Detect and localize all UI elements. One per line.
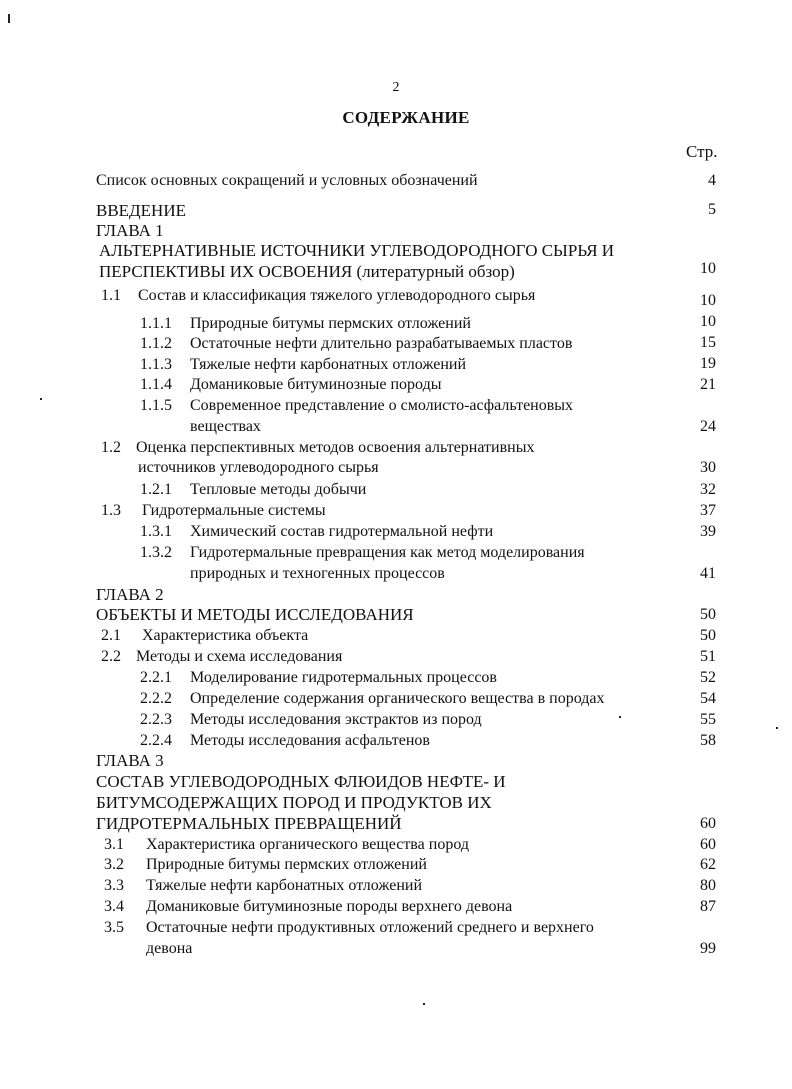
toc-entry-text: Остаточные нефти продуктивных отложений среднего и верхнего [146, 919, 594, 936]
toc-entry-number: 3.4 [104, 898, 124, 915]
toc-entry-number: 3.1 [104, 836, 124, 853]
toc-entry-text: ГЛАВА 1 [96, 221, 164, 240]
toc-entry-text: Оценка перспективных методов освоения альтернативных [136, 439, 535, 456]
toc-entry-page: 10 [700, 260, 716, 277]
toc-entry-text: Природные битумы пермских отложений [146, 856, 427, 873]
toc-entry-text: Список основных сокращений и условных обозначений [96, 172, 478, 189]
toc-entry [101, 647, 343, 667]
toc-entry [101, 626, 309, 646]
toc-entry-page: 50 [700, 606, 716, 623]
toc-entry-number: 3.5 [104, 919, 124, 936]
toc-entry-number: 1.2 [101, 439, 121, 456]
toc-entry-page: 80 [700, 877, 716, 894]
toc-entry-text: БИТУМСОДЕРЖАЩИХ ПОРОД И ПРОДУКТОВ ИХ [96, 793, 492, 812]
toc-entry [104, 918, 594, 938]
toc-entry-text: ГИДРОТЕРМАЛЬНЫХ ПРЕВРАЩЕНИЙ [96, 814, 402, 833]
toc-entry [96, 171, 478, 191]
toc-entry-page: 10 [700, 292, 716, 309]
toc-entry [140, 668, 497, 688]
toc-entry-page: 32 [700, 481, 716, 498]
toc-entry-number: 1.1.2 [140, 335, 172, 352]
toc-entry-page: 87 [700, 898, 716, 915]
toc-entry-text: Тепловые методы добычи [190, 481, 367, 498]
toc-entry [190, 564, 445, 584]
toc-entry-text: СОСТАВ УГЛЕВОДОРОДНЫХ ФЛЮИДОВ НЕФТЕ- И [96, 772, 506, 791]
toc-entry [96, 814, 402, 834]
toc-entry-text: Доманиковые битуминозные породы [190, 376, 442, 393]
toc-entry-page: 21 [700, 376, 716, 393]
toc-entry [140, 731, 430, 751]
toc-entry-page: 62 [700, 856, 716, 873]
toc-entry [101, 501, 326, 521]
toc-entry-number: 1.3 [101, 502, 121, 519]
toc-entry-page: 41 [700, 565, 716, 582]
toc-entry [140, 334, 573, 354]
toc-entry-text: Тяжелые нефти карбонатных отложений [190, 356, 467, 373]
toc-entry-page: 60 [700, 815, 716, 832]
toc-entry-text: ГЛАВА 2 [96, 585, 164, 604]
toc-entry-number: 1.3.1 [140, 523, 172, 540]
toc-entry-number: 2.2.3 [140, 711, 172, 728]
toc-entry [99, 241, 614, 261]
toc-entry [138, 458, 379, 478]
toc-entry-number: 1.3.2 [140, 544, 172, 561]
toc-entry-number: 1.1.4 [140, 376, 172, 393]
toc-entry-page: 10 [700, 313, 716, 330]
toc-entry [140, 480, 367, 500]
toc-entry-text: Методы исследования асфальтенов [190, 732, 430, 749]
toc-entry [96, 772, 506, 792]
toc-entry-text: Современное представление о смолисто-асфальтеновых [190, 397, 574, 414]
toc-entry-text: Природные битумы пермских отложений [190, 315, 471, 332]
toc-entry [140, 355, 467, 375]
page-number: 2 [392, 80, 400, 95]
scan-speck-left [40, 398, 42, 400]
toc-entry [140, 522, 494, 542]
toc-entry-text: Методы исследования экстрактов из пород [190, 711, 482, 728]
page-title: СОДЕРЖАНИЕ [342, 108, 470, 127]
toc-entry [190, 417, 261, 437]
toc-entry-text: ОБЪЕКТЫ И МЕТОДЫ ИССЛЕДОВАНИЯ [96, 605, 414, 624]
toc-entry-number: 1.1.3 [140, 356, 172, 373]
toc-entry-page: 5 [708, 201, 716, 218]
toc-entry [104, 835, 469, 855]
toc-entry-text: Гидротермальные превращения как метод моделирования [190, 544, 585, 561]
toc-entry-page: 50 [700, 627, 716, 644]
toc-entry-text: природных и техногенных процессов [190, 565, 445, 582]
toc-entry-page: 15 [700, 334, 716, 351]
toc-entry [146, 939, 192, 959]
toc-entry-page: 39 [700, 523, 716, 540]
toc-entry [140, 689, 605, 709]
scan-speck-bottom [423, 1003, 425, 1005]
toc-entry [140, 543, 585, 563]
toc-entry-text: Остаточные нефти длительно разрабатываемых пластов [190, 335, 573, 352]
toc-entry [96, 201, 186, 221]
toc-entry-number: 2.2.4 [140, 732, 172, 749]
toc-entry-page: 19 [700, 355, 716, 372]
toc-entry-number: 1.1.5 [140, 397, 172, 414]
toc-entry [96, 221, 164, 241]
toc-entry-page: 51 [700, 648, 716, 665]
toc-entry-text: девона [146, 940, 193, 957]
toc-entry-page: 24 [700, 418, 716, 435]
toc-entry-number: 3.3 [104, 877, 124, 894]
toc-entry [99, 262, 515, 282]
toc-entry [96, 605, 414, 625]
toc-entry-page: 99 [700, 940, 716, 957]
toc-entry-text: Моделирование гидротермальных процессов [190, 669, 497, 686]
toc-entry [140, 375, 442, 395]
toc-entry-text: ВВЕДЕНИЕ [96, 201, 186, 220]
toc-entry-number: 3.2 [104, 856, 124, 873]
toc-entry-page: 52 [700, 669, 716, 686]
toc-entry [104, 876, 423, 896]
toc-entry [140, 710, 482, 730]
scan-speck-top-left [8, 14, 10, 23]
toc-entry [104, 855, 427, 875]
scan-speck-mid [619, 716, 621, 718]
toc-entry-text: Тяжелые нефти карбонатных отложений [146, 877, 423, 894]
toc-entry-page: 37 [700, 502, 716, 519]
toc-entry-page: 54 [700, 690, 716, 707]
toc-entry [96, 793, 492, 813]
toc-entry [96, 585, 164, 605]
toc-entry [140, 396, 574, 416]
toc-entry [96, 751, 164, 771]
toc-entry-text: Характеристика объекта [142, 627, 309, 644]
toc-entry [140, 314, 471, 334]
toc-entry-text: Доманиковые битуминозные породы верхнего девона [146, 898, 513, 915]
toc-entry-text: веществах [190, 418, 261, 435]
toc-entry-number: 1.1 [101, 287, 121, 304]
toc-entry-text: Определение содержания органического вещества в породах [190, 690, 605, 707]
toc-entry-number: 2.1 [101, 627, 121, 644]
toc-entry-number: 2.2.2 [140, 690, 172, 707]
toc-entry-number: 2.2 [101, 648, 121, 665]
toc-entry [101, 438, 535, 458]
toc-entry-number: 1.1.1 [140, 315, 172, 332]
scan-speck-right [776, 727, 778, 729]
toc-entry-text: АЛЬТЕРНАТИВНЫЕ ИСТОЧНИКИ УГЛЕВОДОРОДНОГО СЫРЬЯ И [99, 241, 615, 260]
toc-entry-page: 55 [700, 711, 716, 728]
toc-entry-page: 58 [700, 732, 716, 749]
toc-entry-text: Химический состав гидротермальной нефти [190, 523, 494, 540]
toc-entry-number: 2.2.1 [140, 669, 172, 686]
toc-entry-page: 30 [700, 459, 716, 476]
toc-entry-text: Состав и классификация тяжелого углеводородного сырья [138, 287, 536, 304]
toc-entry [101, 286, 536, 306]
toc-entry-text: ПЕРСПЕКТИВЫ ИХ ОСВОЕНИЯ (литературный обзор) [99, 262, 515, 281]
page-column-header: Стр. [686, 142, 718, 161]
toc-entry-text: Методы и схема исследования [136, 648, 343, 665]
toc-entry-page: 60 [700, 836, 716, 853]
toc-entry [104, 897, 513, 917]
toc-entry-number: 1.2.1 [140, 481, 172, 498]
toc-entry-page: 4 [708, 172, 716, 189]
toc-entry-text: Гидротермальные системы [142, 502, 326, 519]
toc-entry-text: источников углеводородного сырья [138, 459, 379, 476]
toc-entry-text: ГЛАВА 3 [96, 751, 164, 770]
toc-entry-text: Характеристика органического вещества пород [146, 836, 469, 853]
